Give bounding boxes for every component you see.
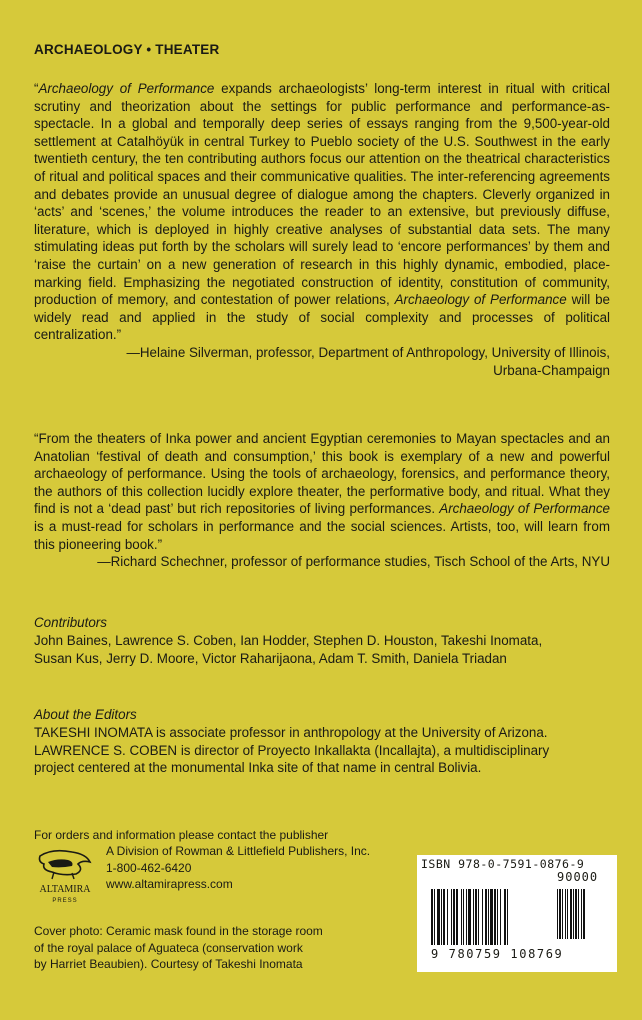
book-title: Archaeology of Performance (38, 81, 215, 96)
cover-photo-credit: Cover photo: Ceramic mask found in the storage room of the royal palace of Aguateca (conservation work by Harriet Beaubien). Courtesy of Takeshi Inomata (34, 924, 323, 971)
altamira-logo-icon (32, 846, 98, 906)
editors-heading: About the Editors (34, 707, 137, 722)
contributors-heading: Contributors (34, 615, 107, 630)
contributors-section (34, 614, 614, 667)
publisher-website: www.altamirapress.com (106, 877, 233, 891)
book-title: Archaeology of Performance (394, 292, 567, 308)
isbn-text: ISBN 978-0-7591-0876-9 (421, 857, 585, 871)
contributors-list: John Baines, Lawrence S. Coben, Ian Hodder, Stephen D. Houston, Takeshi Inomata, (34, 632, 543, 648)
quote-attribution: —Richard Schechner, professor of performance studies, Tisch School of the Arts, NYU (97, 554, 610, 570)
editor-bio: TAKESHI INOMATA is associate professor in anthropology at the University of Arizona. (34, 724, 548, 740)
review-quote-silverman (34, 80, 610, 379)
category-label: ARCHAEOLOGY • THEATER (34, 42, 220, 57)
publisher-division: A Division of Rowman & Littlefield Publishers, Inc. (106, 844, 371, 858)
isbn-barcode (417, 855, 617, 972)
publisher-info (106, 843, 370, 893)
publisher-phone: 1-800-462-6420 (106, 860, 192, 875)
logo-sub: PRESS (52, 898, 78, 904)
editor-bio: project centered at the monumental Inka site of that name in central Bolivia. (34, 760, 482, 776)
editor-bio: LAWRENCE S. COBEN is director of Proyecto Inkallakta (Incallajta), a multidisciplinary (34, 742, 550, 758)
price-addon: 90000 (557, 870, 599, 884)
editors-section (34, 706, 614, 777)
book-title: Archaeology of Performance (439, 501, 610, 517)
quote-attribution-affiliation: Urbana-Champaign (493, 362, 610, 378)
quote-body: “Archaeology of Performance expands archaeologists’ long-term interest in ritual with critical scrutiny and theorization about the settings for public performance and performance-as-spectacle. In a global and temporally deep series of essays ranging from the 9,500-year-old settlement at Catalhöyük in central Turkey to Pueblo society of the U.S. Southwest in the early twentieth century, the ten contributing authors focus our attention on the theatrical characteristics of ritual and political spaces and their communicative qualities. The inter-referencing agreements and debates provide an unusual degree of dialogue among the chapters. Cleverly organized in ‘acts’ and ‘scenes,’ the volume introduces the reader to an extensive, but previously diffuse, literature, which is deployed in highly creative analyses of substantial data sets. The many stimulating ideas put forth by the scholars will surely lead to ‘encore performances’ by them and ‘raise the curtain’ on a new generation of research in this highly dynamic, embodied, place-marking field. Emphasizing the negotiated construction of identity, constitution of community, production of memory, and contestation of power relations, Archaeology of Performance will be widely read and applied in the study of social complexity and processes of political centralization.” (34, 81, 610, 343)
ean-digits: 9 780759 108769 (431, 947, 564, 961)
quote-attribution: —Helaine Silverman, professor, Department of Anthropology, University of Illinois, (126, 344, 610, 360)
contributors-list: Susan Kus, Jerry D. Moore, Victor Raharijaona, Adam T. Smith, Daniela Triadan (34, 650, 507, 666)
logo-name: ALTAMIRA (39, 884, 91, 895)
orders-info: For orders and information please contact the publisher (34, 828, 329, 842)
quote-body: “From the theaters of Inka power and ancient Egyptian ceremonies to Mayan spectacles and an Anatolian ‘festival of death and consumption,’ this book is exemplary of a new and powerful archaeology of performance. Using the tools of archaeology, forensics, and performance theory, the authors of this collection lucidly explore theater, the performative body, and ritual. What they find is not a ‘dead past’ but rich repositories of living performances. Archaeology of Performance is a must-read for scholars in performance and the social sciences. Artists, too, will learn from this pioneering book.” (34, 431, 610, 552)
review-quote-schechner (34, 430, 610, 571)
